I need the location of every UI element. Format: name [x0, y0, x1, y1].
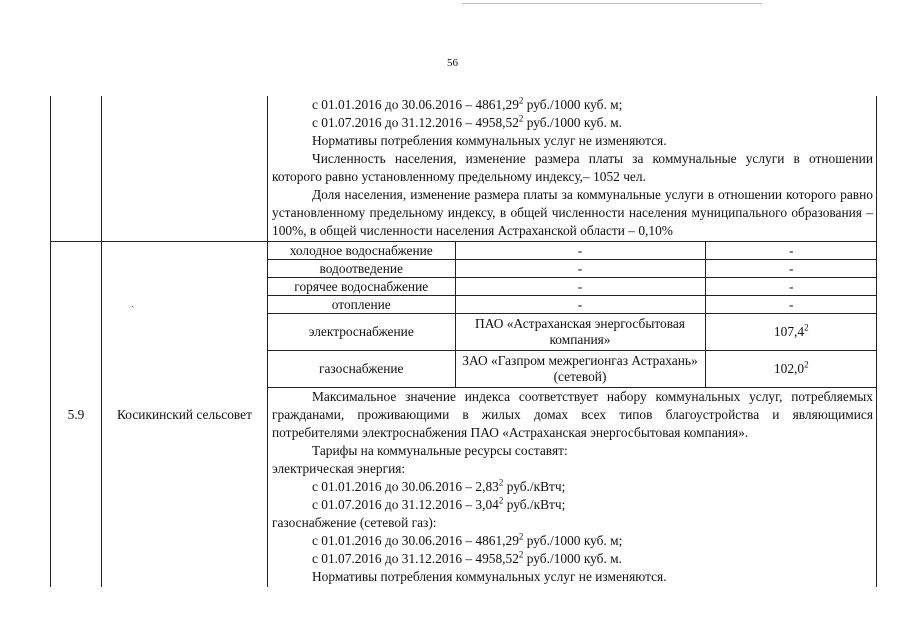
service-index: - — [705, 278, 877, 296]
service-provider: - — [455, 242, 705, 260]
municipality-name: Косикинский сельсовет — [102, 242, 268, 588]
gas-tariff-line-2: с 01.07.2016 до 31.12.2016 – 4958,52$^2$ руб./1000 куб. м. — [312, 113, 622, 130]
electricity-tariff-line-2: с 01.07.2016 до 31.12.2016 – 3,04$^2$ руб./кВтч; — [312, 495, 566, 512]
service-name: водоотведение — [268, 260, 455, 278]
norms-paragraph: Нормативы потребления коммунальных услуг не изменяются. — [312, 133, 667, 148]
gas-heading: газоснабжение (сетевой газ): — [272, 515, 437, 530]
service-index: - — [705, 296, 877, 314]
description-text — [268, 388, 876, 587]
scan-speck-mark: ˏ — [131, 296, 135, 308]
number-cell-empty — [51, 96, 102, 242]
service-provider: - — [455, 296, 705, 314]
service-index: 102,0$^2$ — [705, 351, 877, 388]
service-row — [268, 314, 877, 351]
service-name: холодное водоснабжение — [268, 242, 455, 260]
tariffs-heading: Тарифы на коммунальные ресурсы составят: — [312, 443, 568, 458]
gas-tariff-line-3: с 01.01.2016 до 30.06.2016 – 4861,29$^2$ руб./1000 куб. м; — [312, 531, 623, 548]
service-index: 107,4$^2$ — [705, 314, 877, 351]
population-paragraph: Численность населения, изменение размера платы за коммунальные услуги в отношении которого равно установленному предельному индексу,– 1052 чел. — [272, 151, 873, 184]
description-cell-top — [268, 96, 877, 242]
table-row-continued — [51, 96, 877, 242]
scan-top-line — [462, 3, 762, 4]
name-cell-empty — [102, 96, 268, 242]
row-number: 5.9 — [51, 242, 102, 588]
service-row — [268, 351, 877, 388]
services-table — [268, 242, 877, 388]
gas-tariff-line-1: с 01.01.2016 до 30.06.2016 – 4861,29$^2$ руб./1000 куб. м; — [312, 95, 623, 112]
gas-tariff-line-4: с 01.07.2016 до 31.12.2016 – 4958,52$^2$ руб./1000 куб. м. — [312, 549, 622, 566]
electricity-heading: электрическая энергия: — [272, 461, 406, 476]
max-index-paragraph: Максимальное значение индекса соответствует набору коммунальных услуг, потребляемых гражданами, проживающими в жилых домах всех типов благоустройства и являющимися потребителями электроснабжения ПАО «Астраханская энергосбытовая компания». — [272, 389, 873, 440]
service-name: газоснабжение — [268, 351, 455, 388]
page-number: 56 — [447, 57, 458, 69]
service-name: горячее водоснабжение — [268, 278, 455, 296]
electricity-tariff-line-1: с 01.01.2016 до 30.06.2016 – 2,83$^2$ руб./кВтч; — [312, 477, 566, 494]
service-name: электроснабжение — [268, 314, 455, 351]
service-row — [268, 260, 877, 278]
service-provider: - — [455, 260, 705, 278]
table-row-5-9 — [51, 242, 877, 588]
service-provider: ЗАО «Газпром межрегионгаз Астрахань» (сетевой) — [455, 351, 705, 388]
service-index: - — [705, 242, 877, 260]
service-row — [268, 278, 877, 296]
service-index: - — [705, 260, 877, 278]
service-row — [268, 296, 877, 314]
description-cell-bottom — [268, 242, 877, 588]
norms-paragraph-2: Нормативы потребления коммунальных услуг не изменяются. — [312, 569, 667, 584]
service-row — [268, 242, 877, 260]
tariff-table — [50, 96, 877, 587]
service-name: отопление — [268, 296, 455, 314]
service-provider: - — [455, 278, 705, 296]
population-share-paragraph: Доля населения, изменение размера платы за коммунальные услуги в отношении которого равно установленному предельному индексу, в общей численности населения муниципального образования – 100%, в общей численности населения Астраханской области – 0,10% — [272, 187, 873, 238]
service-provider: ПАО «Астраханская энергосбытовая компания» — [455, 314, 705, 351]
